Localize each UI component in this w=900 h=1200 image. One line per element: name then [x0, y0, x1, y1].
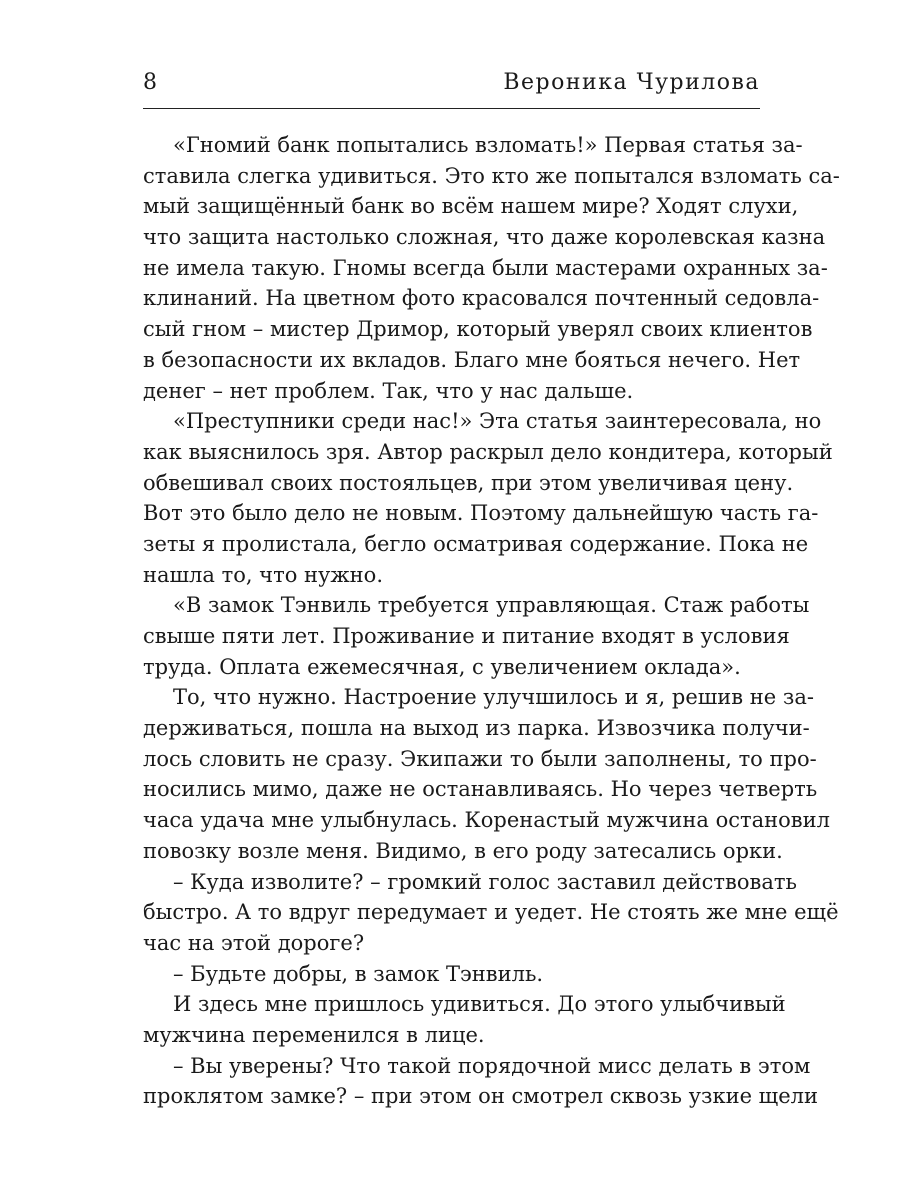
text-line: час на этой дороге?	[143, 930, 365, 955]
paragraph	[143, 406, 833, 590]
text-line: что защита настолько сложная, что даже королевская казна	[143, 225, 826, 250]
text-line: зеты я пролистала, бегло осматривая содержание. Пока не	[143, 531, 809, 556]
text-line: – Будьте добры, в замок Тэнвиль.	[173, 961, 544, 986]
running-title-author: Вероника Чурилова	[503, 70, 760, 95]
text-line: держиваться, пошла на выход из парка. Извозчика получи-	[143, 716, 810, 741]
text-line: денег – нет проблем. Так, что у нас дальше.	[143, 378, 634, 403]
text-line: «Преступники среди нас!» Эта статья заинтересовала, но	[173, 409, 822, 434]
text-line: носились мимо, даже не останавливаясь. Но через четверть	[143, 777, 818, 802]
text-line: сый гном – мистер Дримор, который уверял своих клиентов	[143, 317, 813, 342]
paragraph	[143, 590, 810, 682]
paragraph	[143, 867, 839, 959]
text-line: ставила слегка удивиться. Это кто же попытался взломать са-	[143, 163, 840, 188]
paragraph	[143, 1051, 818, 1112]
text-line: «Гномий банк попытались взломать!» Первая статья за-	[173, 133, 803, 157]
page-number: 8	[143, 70, 158, 95]
text-line: быстро. А то вдруг передумает и уедет. Не стоять же мне ещё	[143, 900, 839, 925]
text-line: – Вы уверены? Что такой порядочной мисс делать в этом	[173, 1053, 811, 1078]
text-line: обвешивал своих постояльцев, при этом увеличивая цену.	[143, 470, 794, 495]
text-line: И здесь мне пришлось удивиться. До этого улыбчивый	[173, 992, 786, 1017]
text-line: лось словить не сразу. Экипажи то были заполнены, то про-	[143, 746, 817, 771]
text-line: нашла то, что нужно.	[143, 562, 383, 587]
text-line: мужчина переменился в лице.	[143, 1022, 485, 1047]
paragraph	[143, 989, 786, 1050]
body-text	[143, 130, 840, 1112]
text-line: свыше пяти лет. Проживание и питание входят в условия	[143, 624, 790, 648]
text-line: «В замок Тэнвиль требуется управляющая. Стаж работы	[173, 593, 810, 618]
text-line: как выяснилось зря. Автор раскрыл дело кондитера, который	[143, 439, 833, 464]
text-line: в безопасности их вкладов. Благо мне бояться нечего. Нет	[143, 347, 801, 372]
text-line: – Куда изволите? – громкий голос заставил действовать	[173, 869, 797, 894]
paragraph	[143, 959, 760, 990]
text-line: не имела такую. Гномы всегда были мастерами охранных за-	[143, 255, 828, 280]
paragraph	[143, 130, 840, 406]
text-line: повозку возле меня. Видимо, в его роду затесались орки.	[143, 838, 783, 863]
text-line: часа удача мне улыбнулась. Коренастый мужчина остановил	[143, 808, 830, 833]
text-line: клинаний. На цветном фото красовался почтенный седовла-	[143, 286, 820, 311]
text-line: Вот это было дело не новым. Поэтому дальнейшую часть га-	[143, 501, 819, 526]
page-header	[143, 64, 760, 109]
text-line: мый защищённый банк во всём нашем мире? Ходят слухи,	[143, 194, 799, 219]
text-line: То, что нужно. Настроение улучшилось и я, решив не за-	[173, 685, 814, 710]
text-line: труда. Оплата ежемесячная, с увеличением оклада».	[143, 654, 741, 679]
paragraph	[143, 682, 830, 866]
text-line: проклятом замке? – при этом он смотрел сквозь узкие щели	[143, 1084, 818, 1109]
